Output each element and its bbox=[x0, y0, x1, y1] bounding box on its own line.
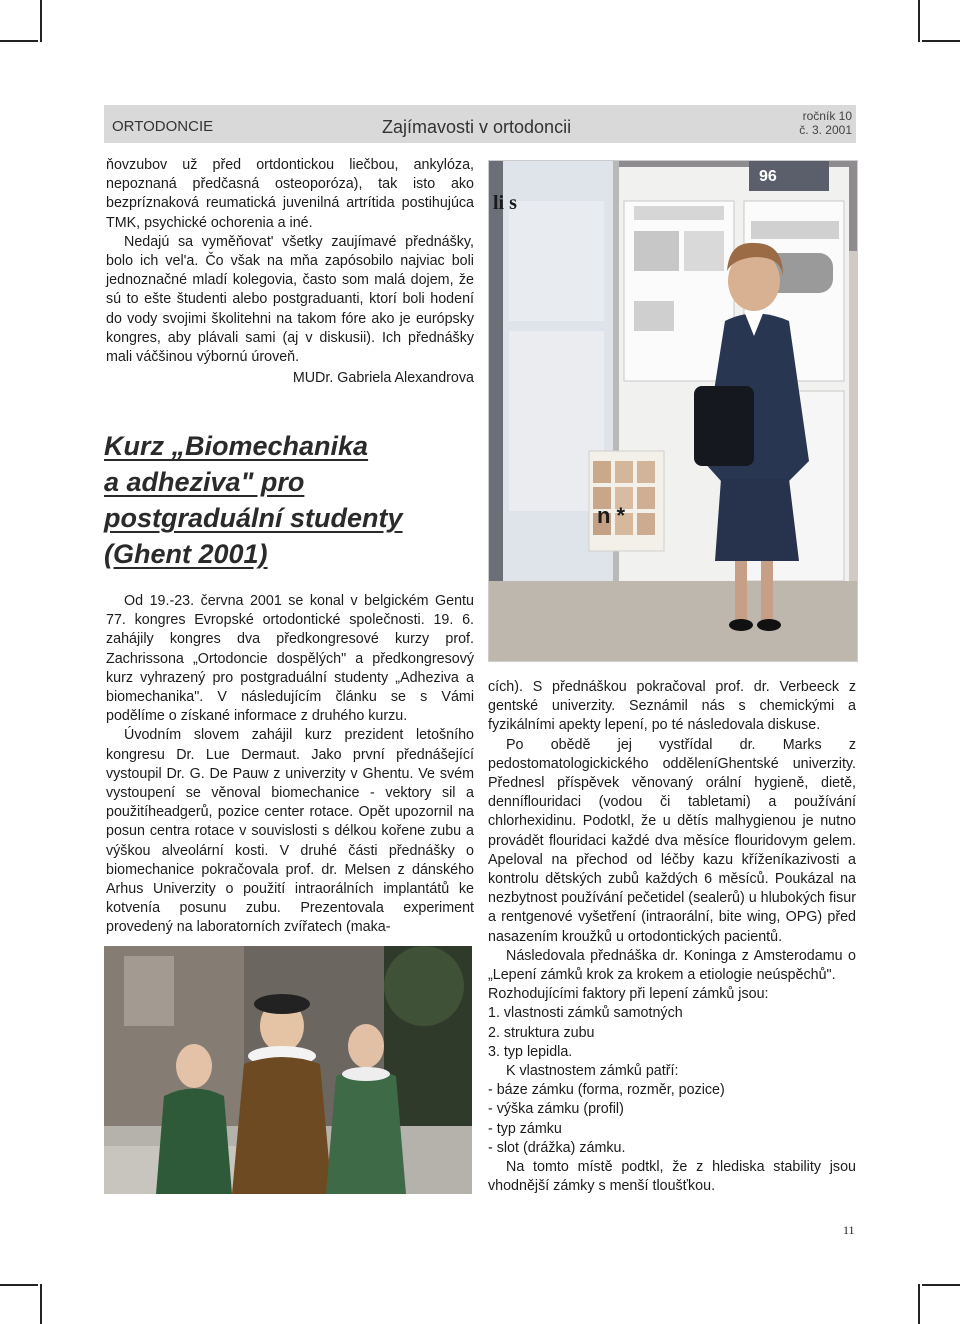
article-title-line: (Ghent 2001) bbox=[104, 539, 268, 569]
article-title-line: Kurz „Biomechanika bbox=[104, 431, 369, 461]
crop-mark bbox=[40, 0, 42, 42]
poster-overlay-text: n * bbox=[597, 503, 626, 528]
properties-intro: K vlastnostem zámků patří: bbox=[506, 1063, 679, 1080]
journal-section: ORTODONCIE bbox=[112, 118, 214, 135]
rubric-title: Zajímavosti v ortodoncii bbox=[382, 117, 572, 137]
article-title-line: a adheziva" pro bbox=[104, 467, 305, 497]
crop-mark bbox=[40, 1284, 42, 1324]
article-paragraph: Následovala přednáška dr. Koninga z Amsterodamu o „Lepení zámků krok za krokem a etiologie neúspěchů". bbox=[488, 947, 856, 984]
costumed-group-photo bbox=[104, 946, 472, 1194]
article-paragraph: Po obědě jej vystřídal dr. Marks z pedostomatologickického odděleníGhentské univerzity. Přednesl příspěvek věnovaný orální hygieně, dietě, denníflouridaci (vodou či tabletami) a používání chlorhexidinu. Podotkl, že u dětís malhygienou je nutno provádět flouridaci každé dva měsíce flouridovym gelem. Apeloval na přechod od léčby kazu kříženíkazivosti a kontrolu dětských zubů každých 6 měsíců. Poukázal na nezbytnost používání pečetidel (sealerů) u hlubokých fisur a rentgenové vyšetření (intraorální, bite wing, OPG) před nasazením kroužků u ortodontických pacientů. bbox=[488, 736, 856, 945]
crop-mark bbox=[0, 40, 38, 42]
intro-paragraph: Nedajú sa vyměňovat' všetky zaujímavé přednášky, bolo ich vel'a. Čo však na mňa zapósobilo najviac boli jednoznačné mladí kolegovia, často som malá dojem, že sú to ešte študenti alebo postgraduanti, ktorí boli hodení do vody svojimi školitehni na takom fóre ako je európsky kongres, aby plávali sami (aj v diskusii). Ich přednášky mali váčšinou výbornú úroveň. bbox=[106, 233, 474, 366]
issue-label: č. 3. 2001 bbox=[799, 123, 852, 137]
factor-item: 2. struktura zubu bbox=[488, 1024, 595, 1041]
article-title bbox=[104, 428, 474, 572]
poster-overlay-text: li s bbox=[493, 192, 517, 214]
factors-intro: Rozhodujícími faktory při lepení zámků jsou: bbox=[488, 986, 769, 1003]
property-item: - výška zámku (profil) bbox=[488, 1101, 624, 1118]
crop-mark bbox=[922, 1284, 960, 1286]
poster-photo-illustration bbox=[489, 161, 857, 661]
article-paragraph: Úvodním slovem zahájil kurz prezident letošního kongresu Dr. Lue Dermaut. Jako první přednášející vystoupil Dr. G. De Pauw z univerzity v Ghentu. Ve svém vystoupení se věnoval biomechanice - vektory sil a použitíheadgerů, pozice center rotace. Opět upozornil na posun centra rotace v souvislosti s délkou kořene zubu a výškou alveolární kosti. V druhé části přednášky o biomechanice pokračovala prof. dr. Melsen z dánského Arhus Univerzity o použití intraorálních implantátů ke kotvenía posunu zubu. Prezentovala experiment provedený na laboratorních zvířatech (maka- bbox=[106, 727, 474, 936]
article-right-column bbox=[488, 678, 856, 1196]
article-title-line: postgraduální studenty bbox=[104, 503, 403, 533]
crop-mark bbox=[0, 1284, 38, 1286]
poster-session-photo bbox=[488, 160, 858, 662]
crop-mark bbox=[922, 40, 960, 42]
intro-column bbox=[106, 156, 474, 388]
article-paragraph: Od 19.-23. června 2001 se konal v belgickém Gentu 77. kongres Evropské ortodontické společnosti. 19. 6. zahájily kongres dva předkongresové kurzy prof. Zachrissona „Ortodoncie dospělých" a předkongresový kurz vyhrazený pro postgraduální studenty „Adheziva a biomechanika". V následujícím článku se s Vámi podělíme o získané informace z druhého kurzu. bbox=[106, 593, 474, 725]
property-item: - báze zámku (forma, rozměr, pozice) bbox=[488, 1082, 725, 1099]
factor-item: 3. typ lepidla. bbox=[488, 1043, 573, 1060]
group-photo-illustration bbox=[104, 946, 472, 1194]
intro-paragraph: ňovzubov už před ortdontickou liečbou, ankylóza, nepoznaná předčasná osteoporóza), tak isto ako bezpríznaková reumatická juvenilná artrítida postihujúca TMK, psychické ochorenia a iné. bbox=[106, 157, 474, 231]
article-left-column bbox=[106, 592, 474, 938]
running-header bbox=[104, 105, 856, 143]
article-paragraph: cích). S přednáškou pokračoval prof. dr. Verbeeck z gentské univerzity. Seznámil nás s chemickými a fyzikálními apekty lepení, po té následovala diskuse. bbox=[488, 679, 856, 734]
property-item: - slot (drážka) zámku. bbox=[488, 1139, 626, 1156]
volume-label: ročník 10 bbox=[802, 109, 852, 123]
page-number: 11 bbox=[843, 1223, 855, 1237]
property-item: - typ zámku bbox=[488, 1120, 562, 1137]
poster-number: 96 bbox=[759, 168, 777, 185]
crop-mark bbox=[918, 0, 920, 42]
factor-item: 1. vlastnosti zámků samotných bbox=[488, 1005, 683, 1022]
author-signature: MUDr. Gabriela Alexandrova bbox=[292, 370, 474, 387]
article-paragraph: Na tomto místě podtkl, že z hlediska stability jsou vhodnější zámky s menší tloušťkou. bbox=[488, 1159, 856, 1195]
crop-mark bbox=[918, 1284, 920, 1324]
issue-info bbox=[799, 109, 852, 137]
